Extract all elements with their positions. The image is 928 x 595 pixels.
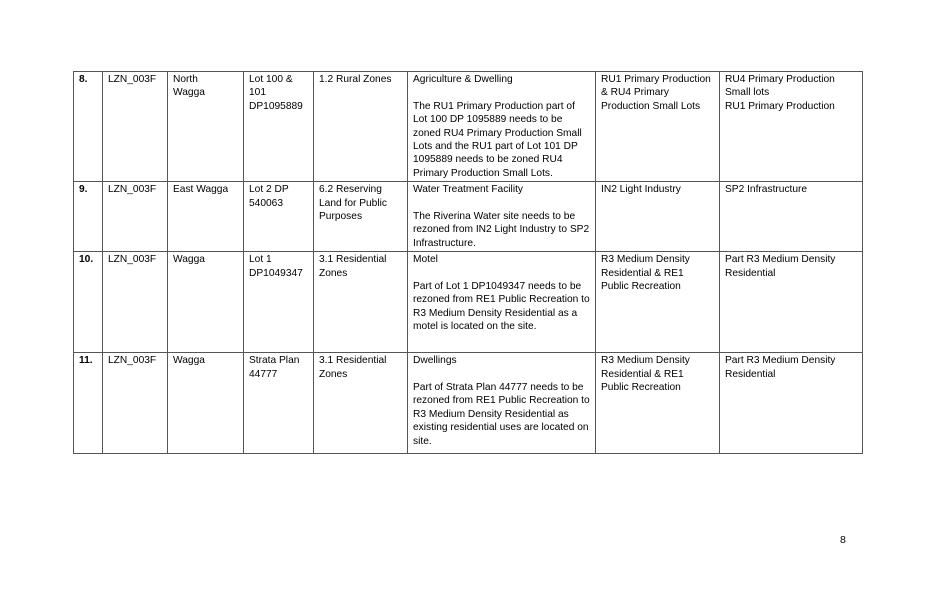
lot-description: Lot 1 DP1049347 (244, 252, 314, 353)
reference-code: LZN_003F (103, 353, 168, 454)
lot-description: Lot 2 DP 540063 (244, 182, 314, 252)
page-number: 8 (840, 534, 846, 546)
lot-description: Strata Plan 44777 (244, 353, 314, 454)
row-number: 8. (74, 72, 103, 182)
row-number: 11. (74, 353, 103, 454)
planning-category: 3.1 Residential Zones (314, 252, 408, 353)
current-zone: IN2 Light Industry (596, 182, 720, 252)
locality: East Wagga (168, 182, 244, 252)
issue-description (408, 182, 596, 252)
proposed-zone: RU4 Primary Production Small lots RU1 Primary Production (720, 72, 863, 182)
issue-title: Water Treatment Facility (413, 184, 524, 196)
current-zone: R3 Medium Density Residential & RE1 Public Recreation (596, 353, 720, 454)
proposed-zone: Part R3 Medium Density Residential (720, 252, 863, 353)
zoning-amendments-table (73, 71, 863, 454)
issue-detail: Part of Strata Plan 44777 needs to be rezoned from RE1 Public Recreation to R3 Medium Density Residential as existing residential uses are located on site. (413, 382, 590, 447)
issue-title: Motel (413, 254, 438, 266)
row-number: 9. (74, 182, 103, 252)
issue-detail: Part of Lot 1 DP1049347 needs to be rezoned from RE1 Public Recreation to R3 Medium Density Residential as a motel is located on the site. (413, 281, 590, 333)
reference-code: LZN_003F (103, 182, 168, 252)
proposed-zone: Part R3 Medium Density Residential (720, 353, 863, 454)
row-number: 10. (74, 252, 103, 353)
issue-detail: The RU1 Primary Production part of Lot 100 DP 1095889 needs to be zoned RU4 Primary Production Small Lots and the RU1 part of Lot 101 DP 1095889 needs to be zoned RU4 Primary Production Small Lots. (413, 100, 582, 179)
current-zone: R3 Medium Density Residential & RE1 Public Recreation (596, 252, 720, 353)
lot-description: Lot 100 & 101 DP1095889 (244, 72, 314, 182)
issue-description (408, 72, 596, 182)
locality: Wagga (168, 353, 244, 454)
proposed-zone: SP2 Infrastructure (720, 182, 863, 252)
table-row (74, 252, 863, 353)
table-row (74, 72, 863, 182)
planning-category: 6.2 Reserving Land for Public Purposes (314, 182, 408, 252)
current-zone: RU1 Primary Production & RU4 Primary Production Small Lots (596, 72, 720, 182)
table-row (74, 182, 863, 252)
locality: North Wagga (168, 72, 244, 182)
issue-description (408, 353, 596, 454)
planning-category: 3.1 Residential Zones (314, 353, 408, 454)
locality: Wagga (168, 252, 244, 353)
planning-category: 1.2 Rural Zones (314, 72, 408, 182)
table-row (74, 353, 863, 454)
issue-title: Agriculture & Dwelling (413, 74, 513, 85)
issue-description (408, 252, 596, 353)
reference-code: LZN_003F (103, 252, 168, 353)
reference-code: LZN_003F (103, 72, 168, 182)
issue-detail: The Riverina Water site needs to be rezoned from IN2 Light Industry to SP2 Infrastructure. (413, 211, 590, 249)
issue-title: Dwellings (413, 355, 457, 367)
